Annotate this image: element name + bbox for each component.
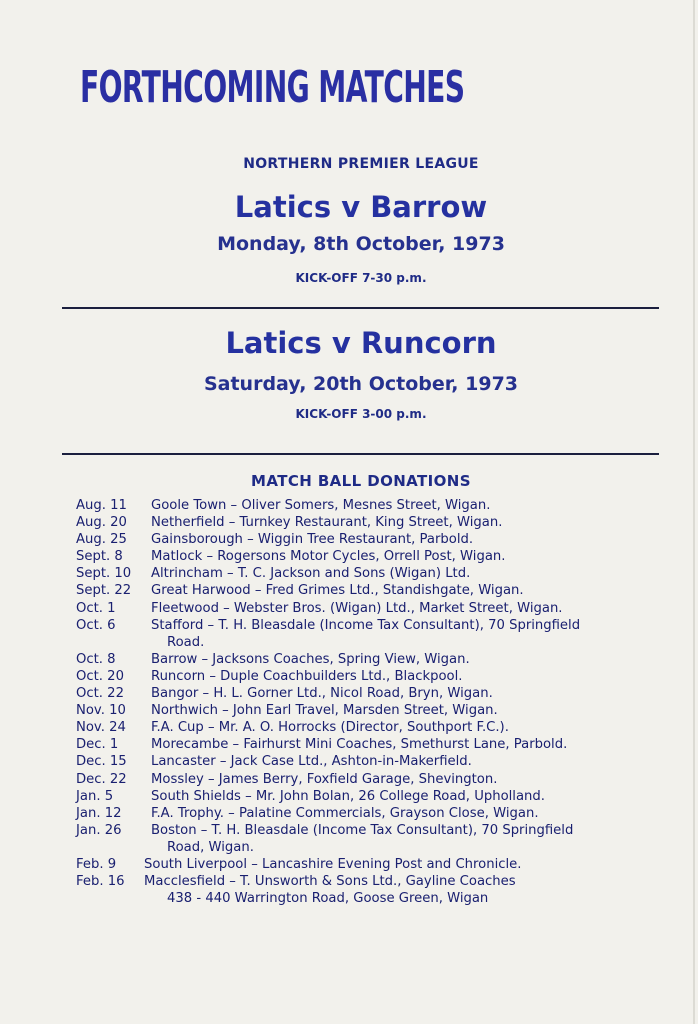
donation-date: Dec. 15 [76,754,127,770]
donation-date: Oct. 20 [76,668,124,684]
donation-text: Boston – T. H. Bleasdale (Income Tax Consultant), 70 Springfield [151,822,574,838]
donation-row-continuation [76,839,676,856]
donation-text: F.A. Cup – Mr. A. O. Horrocks (Director, Southport F.C.). [151,720,509,736]
match-2-date: Saturday, 20th October, 1973 [203,373,519,395]
donation-row [76,600,676,617]
donation-row [76,805,676,822]
donation-date: Oct. 8 [76,651,116,667]
continuation-indent [76,634,151,651]
donation-date: Oct. 22 [76,686,124,702]
donation-text: Macclesfield – T. Unsworth & Sons Ltd., Gayline Coaches [144,874,516,890]
donation-date: Jan. 12 [76,805,122,821]
donation-date: Sept. 8 [76,549,123,565]
donation-row [76,668,676,685]
match-2-kickoff: KICK-OFF 3-00 p.m. [295,407,427,421]
donation-text: South Liverpool – Lancashire Evening Post and Chronicle. [144,856,522,872]
donation-row [76,514,676,531]
donations-list [76,497,676,907]
donation-row-continuation [76,890,676,907]
match-1-title: Latics v Barrow [234,190,488,224]
league-name: NORTHERN PREMIER LEAGUE [243,156,479,172]
page-title: FORTHCOMING MATCHES [80,62,465,113]
donation-row [76,822,676,839]
donations-title: MATCH BALL DONATIONS [251,472,471,490]
donation-text: Stafford – T. H. Bleasdale (Income Tax Consultant), 70 Springfield [151,617,581,633]
donation-row [76,617,676,634]
donation-row [76,582,676,599]
donation-row [76,531,676,548]
donation-text: F.A. Trophy. – Palatine Commercials, Grayson Close, Wigan. [151,805,539,821]
donation-row [76,497,676,514]
donation-row [76,719,676,736]
donation-row [76,736,676,753]
donation-row [76,651,676,668]
donation-date: Dec. 1 [76,737,119,753]
donation-text-continued: 438 - 440 Warrington Road, Goose Green, Wigan [167,891,489,907]
match-1-date: Monday, 8th October, 1973 [217,233,505,255]
donation-date: Sept. 22 [76,583,132,599]
divider-2 [62,453,659,455]
donation-text: Matlock – Rogersons Motor Cycles, Orrell Post, Wigan. [151,549,506,565]
donation-row [76,548,676,565]
match-2-title: Latics v Runcorn [225,326,497,360]
donation-date: Jan. 5 [76,788,114,804]
donation-row [76,771,676,788]
donation-text: Runcorn – Duple Coachbuilders Ltd., Blackpool. [151,668,463,684]
donation-text: Morecambe – Fairhurst Mini Coaches, Smethurst Lane, Parbold. [151,737,568,753]
donation-text-continued: Road, Wigan. [167,839,254,855]
continuation-indent [76,839,151,856]
donation-date: Oct. 6 [76,617,116,633]
donation-text: Barrow – Jacksons Coaches, Spring View, Wigan. [151,651,470,667]
donation-date: Aug. 25 [76,532,127,548]
donation-row [76,788,676,805]
donation-date: Aug. 20 [76,515,127,531]
donation-date: Nov. 24 [76,720,126,736]
divider-1 [62,307,659,309]
donation-date: Jan. 26 [76,822,122,838]
donation-text: Mossley – James Berry, Foxfield Garage, Shevington. [151,771,498,787]
donation-row-continuation [76,634,676,651]
donation-row [76,565,676,582]
donation-text: Great Harwood – Fred Grimes Ltd., Standishgate, Wigan. [151,583,524,599]
donation-date: Dec. 22 [76,771,127,787]
donation-date: Sept. 10 [76,566,132,582]
match-1-kickoff: KICK-OFF 7-30 p.m. [295,271,427,285]
donation-row [76,873,676,890]
donation-date: Feb. 9 [76,856,117,872]
donation-date: Aug. 11 [76,498,127,513]
continuation-indent [76,890,151,907]
donation-text: Fleetwood – Webster Bros. (Wigan) Ltd., Market Street, Wigan. [151,600,563,616]
page-edge [693,0,695,1024]
donation-row [76,685,676,702]
donation-date: Feb. 16 [76,874,125,890]
donation-text: Goole Town – Oliver Somers, Mesnes Street, Wigan. [151,498,491,513]
donation-row [76,702,676,719]
donation-text: Netherfield – Turnkey Restaurant, King Street, Wigan. [151,515,503,531]
donation-text: South Shields – Mr. John Bolan, 26 College Road, Upholland. [151,788,545,804]
donation-date: Oct. 1 [76,600,116,616]
donation-row [76,856,676,873]
donation-text: Gainsborough – Wiggin Tree Restaurant, Parbold. [151,532,474,548]
donation-date: Nov. 10 [76,703,126,719]
donation-text: Lancaster – Jack Case Ltd., Ashton-in-Makerfield. [151,754,472,770]
donation-text: Northwich – John Earl Travel, Marsden Street, Wigan. [151,703,498,719]
donation-text: Bangor – H. L. Gorner Ltd., Nicol Road, Bryn, Wigan. [151,686,493,702]
donation-text: Altrincham – T. C. Jackson and Sons (Wigan) Ltd. [151,566,471,582]
donation-row [76,753,676,770]
donation-text-continued: Road. [167,634,205,650]
